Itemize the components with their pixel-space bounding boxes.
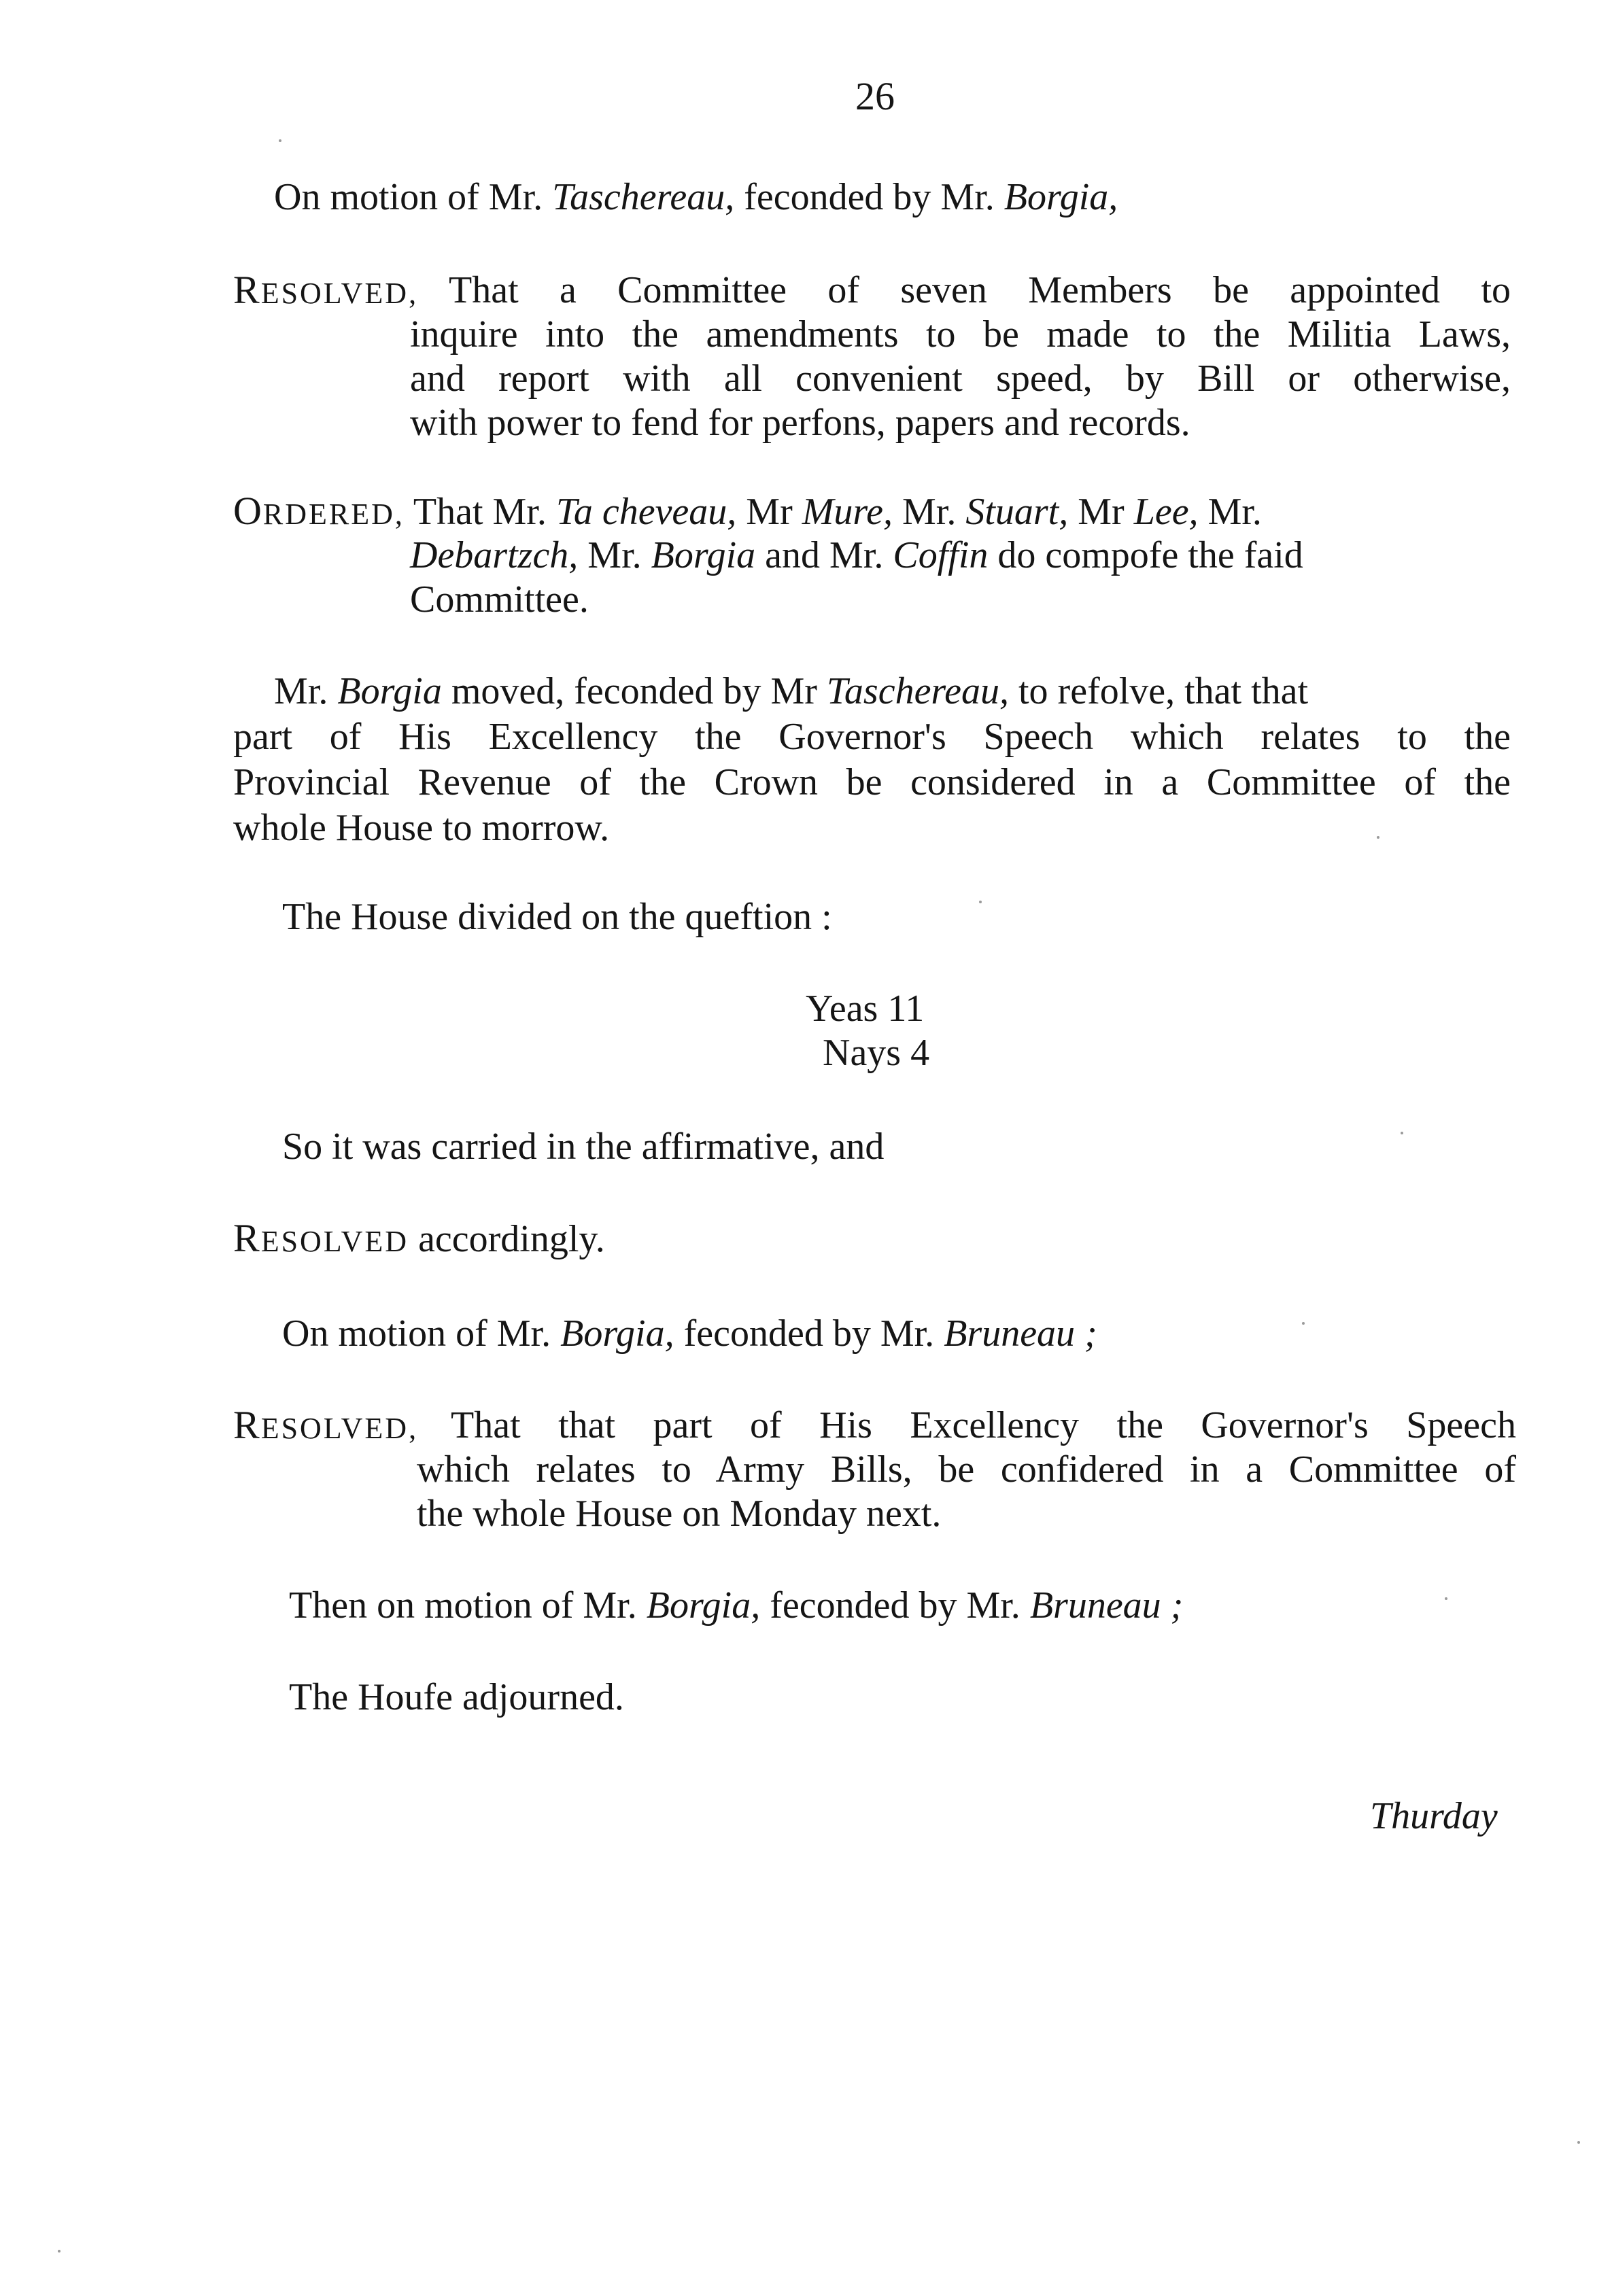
scan-speck <box>1577 2141 1580 2144</box>
motion-line-1 <box>274 175 1118 219</box>
motion-2-line-1: Mr. Borgia moved, feconded by Mr Taschereau, to refolve, that that <box>274 670 1309 712</box>
motion-3-line-1: On motion of Mr. Borgia, feconded by Mr. Bruneau ; <box>282 1312 1097 1355</box>
resolved-1-line-4: with power to fend for perfons, papers and records. <box>410 402 1190 444</box>
scan-speck <box>1377 836 1379 839</box>
division-text: The House divided on the queftion : <box>282 896 832 938</box>
motion-2-line-3: Provincial Revenue of the Crown be considered in a Committee of the <box>233 761 1511 803</box>
member-name: Borgia, <box>560 1312 674 1355</box>
resolved-1-line-2: inquire into the amendments to be made to the Militia Laws, <box>410 313 1511 355</box>
motion-2-line-2: part of His Excellency the Governor's Speech which relates to the <box>233 716 1511 758</box>
member-name: Bruneau ; <box>1029 1584 1184 1627</box>
member-name: Taschereau, <box>826 670 1009 712</box>
nays-value: 4 <box>910 1032 930 1074</box>
scan-speck <box>1401 1132 1403 1134</box>
member-name: Lee, <box>1133 491 1199 533</box>
resolved-label-1: RESOLVED, <box>233 268 419 312</box>
yeas-value: 11 <box>887 988 925 1030</box>
ordered-line-2: Debartzch, Mr. Borgia and Mr. Coffin do compofe the faid <box>410 534 1303 576</box>
scan-speck <box>279 139 281 142</box>
resolved-3-line-3: the whole House on Monday next. <box>417 1493 942 1535</box>
member-name: Ta cheveau, <box>555 491 737 533</box>
resolved-3-line-2: which relates to Army Bills, be confidered in a Committee of <box>417 1448 1516 1491</box>
member-name: Borgia, <box>1004 176 1118 218</box>
member-name: Stuart, <box>965 491 1069 533</box>
carried-text: So it was carried in the affirmative, and <box>282 1126 885 1168</box>
member-name: Borgia, <box>646 1584 761 1627</box>
member-name: Mure, <box>802 491 893 533</box>
ordered-line-1: ORDERED, That Mr. Ta cheveau, Mr Mure, Mr. Stuart, Mr Lee, Mr. <box>233 489 1262 533</box>
resolved-3-line-1: That that part of His Excellency the Governor's Speech <box>451 1404 1516 1446</box>
member-name: Taschereau, <box>552 176 735 218</box>
scan-speck <box>979 901 982 903</box>
motion-4-line-1: Then on motion of Mr. Borgia, feconded by Mr. Bruneau ; <box>289 1584 1184 1627</box>
motion-text: On motion of Mr. <box>274 176 553 218</box>
motion-2-line-4: whole House to morrow. <box>233 807 610 849</box>
member-name: Borgia <box>651 534 756 576</box>
resolved-2: RESOLVED accordingly. <box>233 1216 605 1260</box>
member-name: Bruneau ; <box>944 1312 1097 1355</box>
page-number: 26 <box>855 74 895 118</box>
resolved-1-line-3: and report with all convenient speed, by Bill or otherwise, <box>410 358 1511 400</box>
nays-count <box>823 1031 929 1075</box>
scan-speck <box>1302 1322 1305 1325</box>
yeas-label: Yeas <box>806 988 878 1030</box>
adjourned-text: The Houfe adjourned. <box>289 1676 624 1718</box>
resolved-1-line-1: That a Committee of seven Members be appointed to <box>449 269 1511 311</box>
member-name: Borgia <box>337 670 442 712</box>
member-name: Coffin <box>893 534 989 576</box>
yeas-count <box>806 987 924 1030</box>
scan-speck <box>1445 1597 1447 1600</box>
ordered-line-3: Committee. <box>410 578 589 621</box>
resolved-label-3: RESOLVED, <box>233 1403 419 1447</box>
motion-text: feconded by Mr. <box>734 176 1004 218</box>
scan-speck <box>58 2250 61 2252</box>
catchword: Thurday <box>1370 1795 1498 1837</box>
nays-label: Nays <box>823 1032 902 1074</box>
member-name: Debartzch, <box>410 534 579 576</box>
